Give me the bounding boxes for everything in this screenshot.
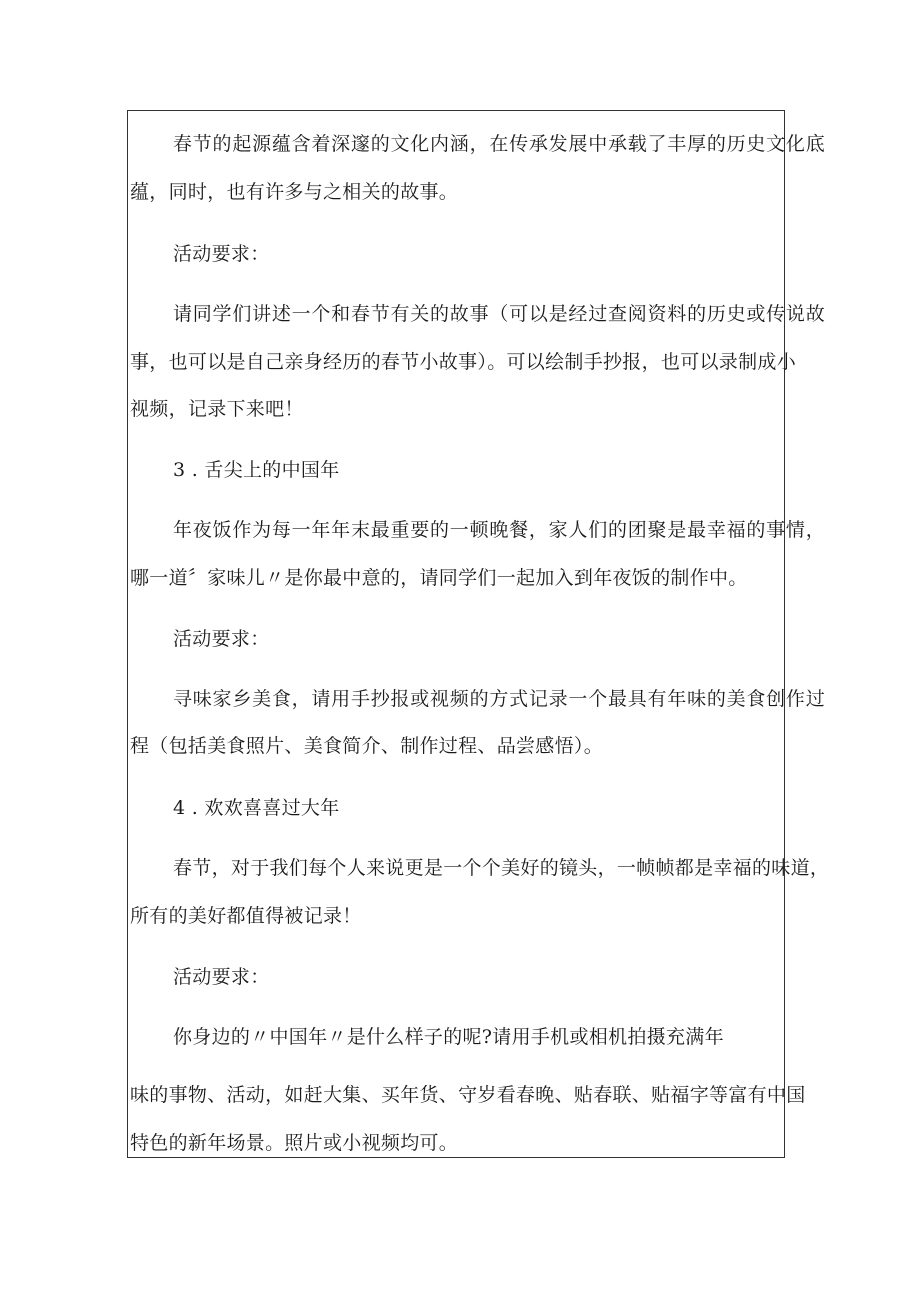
paragraph-line: 程（包括美食照片、美食简介、制作过程、品尝感悟）。 xyxy=(130,735,604,757)
paragraph-line: 所有的美好都值得被记录！ xyxy=(130,905,362,927)
paragraph-line: 哪一道〞家味儿〃是你最中意的，请同学们一起加入到年夜饭的制作中。 xyxy=(130,567,748,589)
section-label: 活动要求： xyxy=(173,628,270,650)
section-heading: 3 . 舌尖上的中国年 xyxy=(173,459,340,481)
paragraph-line: 春节，对于我们每个人来说更是一个个美好的镜头，一帧帧都是幸福的味道， xyxy=(173,857,830,879)
paragraph-line: 请同学们讲述一个和春节有关的故事（可以是经过查阅资料的历史或传说故 xyxy=(173,303,825,325)
section-heading: 4 . 欢欢喜喜过大年 xyxy=(173,797,340,819)
paragraph-line: 年夜饭作为每一年年末最重要的一顿晚餐，家人们的团聚是最幸福的事情， xyxy=(173,519,825,541)
paragraph-line: 你身边的〃中国年〃是什么样子的呢?请用手机或相机拍摄充满年 xyxy=(173,1026,724,1048)
section-label: 活动要求： xyxy=(173,243,270,265)
section-label: 活动要求： xyxy=(173,966,270,988)
paragraph-line: 味的事物、活动，如赶大集、买年货、守岁看春晚、贴春联、贴福字等富有中国 xyxy=(130,1084,806,1106)
paragraph-line: 特色的新年场景。照片或小视频均可。 xyxy=(130,1132,459,1154)
paragraph-line: 春节的起源蕴含着深邃的文化内涵，在传承发展中承载了丰厚的历史文化底 xyxy=(173,133,825,155)
paragraph-line: 寻味家乡美食，请用手抄报或视频的方式记录一个最具有年味的美食创作过 xyxy=(173,688,825,710)
paragraph-line: 事，也可以是自己亲身经历的春节小故事）。可以绘制手抄报，也可以录制成小 xyxy=(130,351,797,373)
paragraph-line: 视频，记录下来吧！ xyxy=(130,398,304,420)
paragraph-line: 蕴，同时，也有许多与之相关的故事。 xyxy=(130,181,459,203)
